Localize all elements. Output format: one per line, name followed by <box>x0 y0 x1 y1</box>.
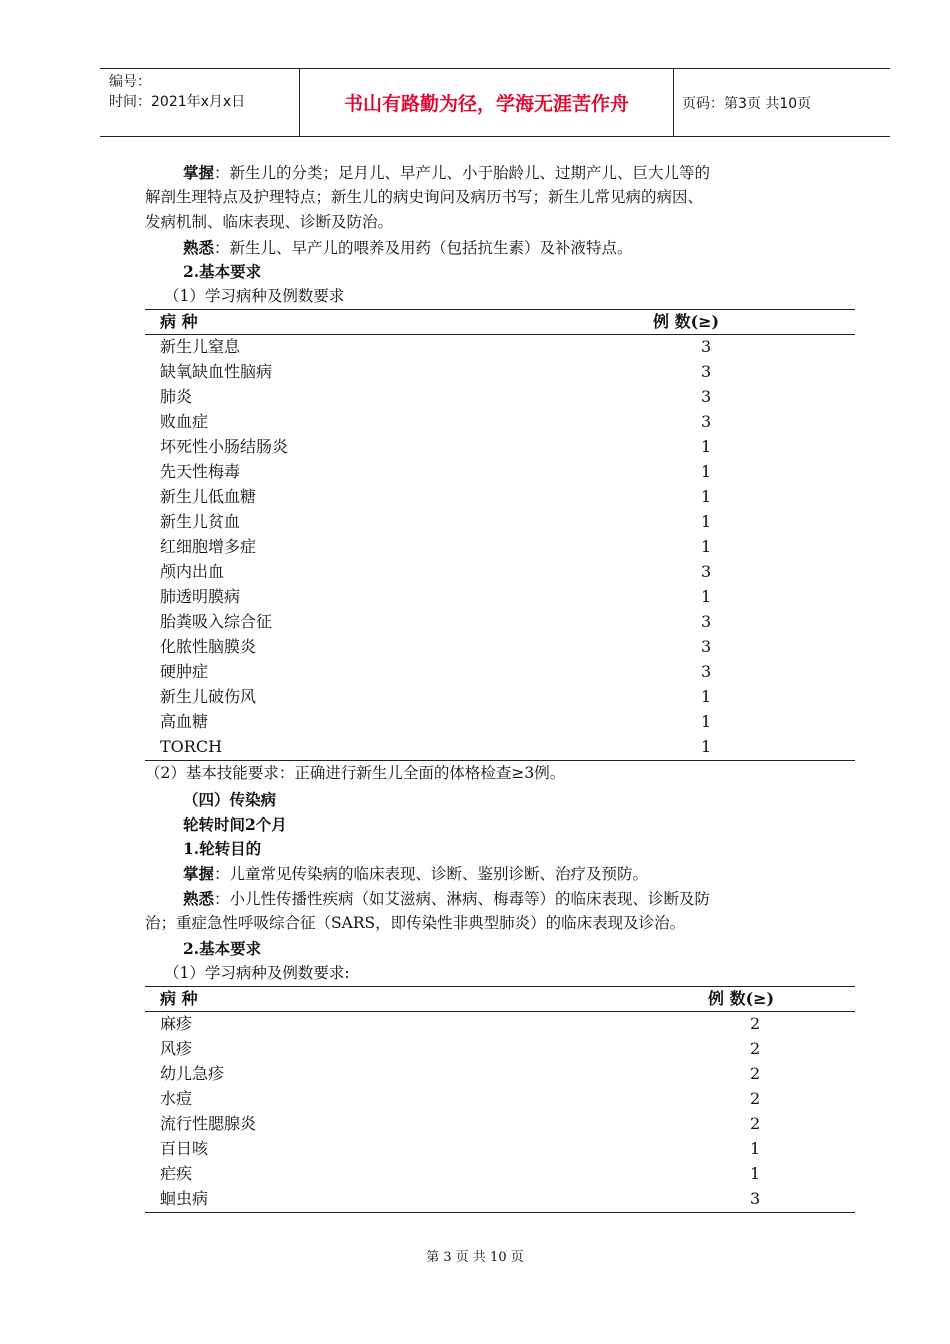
case-count: 2 <box>750 1114 761 1133</box>
s2-title: （四）传染病 <box>183 790 277 809</box>
table-row <box>145 1137 855 1162</box>
table-row <box>145 435 855 460</box>
table-neonatal <box>145 309 855 761</box>
table-infectious <box>145 986 855 1213</box>
table-row <box>145 585 855 610</box>
disease-name: TORCH <box>160 737 223 756</box>
table-row <box>145 385 855 410</box>
s2-rotation-time: 轮转时间2个月 <box>183 815 287 834</box>
disease-name: 化脓性脑膜炎 <box>160 637 257 656</box>
table-row <box>145 1162 855 1187</box>
table-row <box>145 1062 855 1087</box>
case-count: 3 <box>701 362 712 381</box>
s1-master-label: 掌握 <box>183 163 215 182</box>
case-count: 1 <box>750 1164 761 1183</box>
table-row <box>145 735 855 760</box>
table-row <box>145 560 855 585</box>
disease-name: 肺炎 <box>160 387 193 406</box>
col-count: 例 数(≥) <box>653 312 720 331</box>
col-disease: 病 种 <box>160 312 198 331</box>
table-body <box>145 1012 855 1212</box>
table-row <box>145 335 855 360</box>
case-count: 1 <box>701 737 712 756</box>
s1-master-line1: 掌握：新生儿的分类；足月儿、早产儿、小于胎龄儿、过期产儿、巨大儿等的 <box>183 163 711 182</box>
header-page: 页码：第3页 共10页 <box>682 95 812 112</box>
header-time: 时间：2021年x月x日 <box>109 94 246 110</box>
table-row <box>145 460 855 485</box>
table-row <box>145 535 855 560</box>
table-row <box>145 1037 855 1062</box>
s2-basic-req: 2.基本要求 <box>183 939 262 958</box>
s1-master-line3: 发病机制、临床表现、诊断及防治。 <box>145 213 394 231</box>
page-header <box>100 68 890 137</box>
disease-name: 麻疹 <box>160 1014 193 1033</box>
case-count: 3 <box>750 1189 761 1208</box>
disease-name: 蛔虫病 <box>160 1189 209 1208</box>
disease-name: 流行性腮腺炎 <box>160 1114 257 1133</box>
disease-name: 硬肿症 <box>160 662 209 681</box>
disease-name: 百日咳 <box>160 1139 209 1158</box>
case-count: 3 <box>701 562 712 581</box>
table-row <box>145 1087 855 1112</box>
table-header <box>145 310 855 335</box>
disease-name: 新生儿窒息 <box>160 337 241 356</box>
case-count: 2 <box>750 1014 761 1033</box>
disease-name: 风疹 <box>160 1039 193 1058</box>
table-row <box>145 410 855 435</box>
case-count: 1 <box>701 462 712 481</box>
col-disease: 病 种 <box>160 989 198 1008</box>
table-row <box>145 510 855 535</box>
header-meta <box>100 69 300 136</box>
s1-skill-req: （2）基本技能要求：正确进行新生儿全面的体格检查≥3例。 <box>145 764 566 782</box>
s1-master-line2: 解剖生理特点及护理特点；新生儿的病史询问及病历书写；新生儿常见病的病因、 <box>145 188 704 206</box>
s2-familiar-label: 熟悉 <box>183 889 215 908</box>
s1-basic-req: 2.基本要求 <box>183 262 262 281</box>
disease-name: 缺氧缺血性脑病 <box>160 362 273 381</box>
case-count: 3 <box>701 612 712 631</box>
s2-sub-req: （1）学习病种及例数要求: <box>164 964 350 982</box>
disease-name: 新生儿破伤风 <box>160 687 257 706</box>
table-row <box>145 485 855 510</box>
header-number: 编号： <box>109 74 151 90</box>
case-count: 1 <box>701 712 712 731</box>
case-count: 2 <box>750 1039 761 1058</box>
case-count: 2 <box>750 1064 761 1083</box>
case-count: 1 <box>701 537 712 556</box>
case-count: 1 <box>701 437 712 456</box>
disease-name: 幼儿急疹 <box>160 1064 225 1083</box>
disease-name: 坏死性小肠结肠炎 <box>160 437 289 456</box>
table-row <box>145 1187 855 1212</box>
case-count: 3 <box>701 662 712 681</box>
table-row <box>145 360 855 385</box>
disease-name: 先天性梅毒 <box>160 462 241 481</box>
disease-name: 高血糖 <box>160 712 209 731</box>
case-count: 3 <box>701 412 712 431</box>
s2-familiar-line2: 治；重症急性呼吸综合征（SARS，即传染性非典型肺炎）的临床表现及诊治。 <box>145 914 686 932</box>
table-body <box>145 335 855 760</box>
case-count: 1 <box>701 587 712 606</box>
header-motto: 书山有路勤为径，学海无涯苦作舟 <box>300 69 674 136</box>
disease-name: 红细胞增多症 <box>160 537 257 556</box>
disease-name: 新生儿低血糖 <box>160 487 257 506</box>
table-row <box>145 685 855 710</box>
disease-name: 水痘 <box>160 1089 193 1108</box>
table-row <box>145 610 855 635</box>
s2-master: 掌握：儿童常见传染病的临床表现、诊断、鉴别诊断、治疗及预防。 <box>183 864 649 883</box>
case-count: 1 <box>701 512 712 531</box>
disease-name: 肺透明膜病 <box>160 587 241 606</box>
s2-familiar-line1: 熟悉：小儿性传播性疾病（如艾滋病、淋病、梅毒等）的临床表现、诊断及防 <box>183 889 711 908</box>
case-count: 3 <box>701 637 712 656</box>
table-row <box>145 1012 855 1037</box>
table-row <box>145 710 855 735</box>
s1-familiar: 熟悉：新生儿、早产儿的喂养及用药（包括抗生素）及补液特点。 <box>183 238 633 257</box>
col-count: 例 数(≥) <box>708 989 775 1008</box>
disease-name: 胎粪吸入综合征 <box>160 612 273 631</box>
disease-name: 败血症 <box>160 412 209 431</box>
s2-purpose: 1.轮转目的 <box>183 839 262 858</box>
table-header <box>145 987 855 1012</box>
disease-name: 新生儿贫血 <box>160 512 241 531</box>
disease-name: 颅内出血 <box>160 562 225 581</box>
s2-master-label: 掌握 <box>183 864 215 883</box>
disease-name: 疟疾 <box>160 1164 193 1183</box>
s1-familiar-label: 熟悉 <box>183 238 215 257</box>
page-footer: 第 3 页 共 10 页 <box>426 1250 524 1265</box>
s1-sub-req: （1）学习病种及例数要求 <box>164 287 345 305</box>
case-count: 1 <box>750 1139 761 1158</box>
table-row <box>145 635 855 660</box>
case-count: 3 <box>701 387 712 406</box>
case-count: 1 <box>701 687 712 706</box>
case-count: 2 <box>750 1089 761 1108</box>
case-count: 3 <box>701 337 712 356</box>
table-row <box>145 660 855 685</box>
table-row <box>145 1112 855 1137</box>
case-count: 1 <box>701 487 712 506</box>
